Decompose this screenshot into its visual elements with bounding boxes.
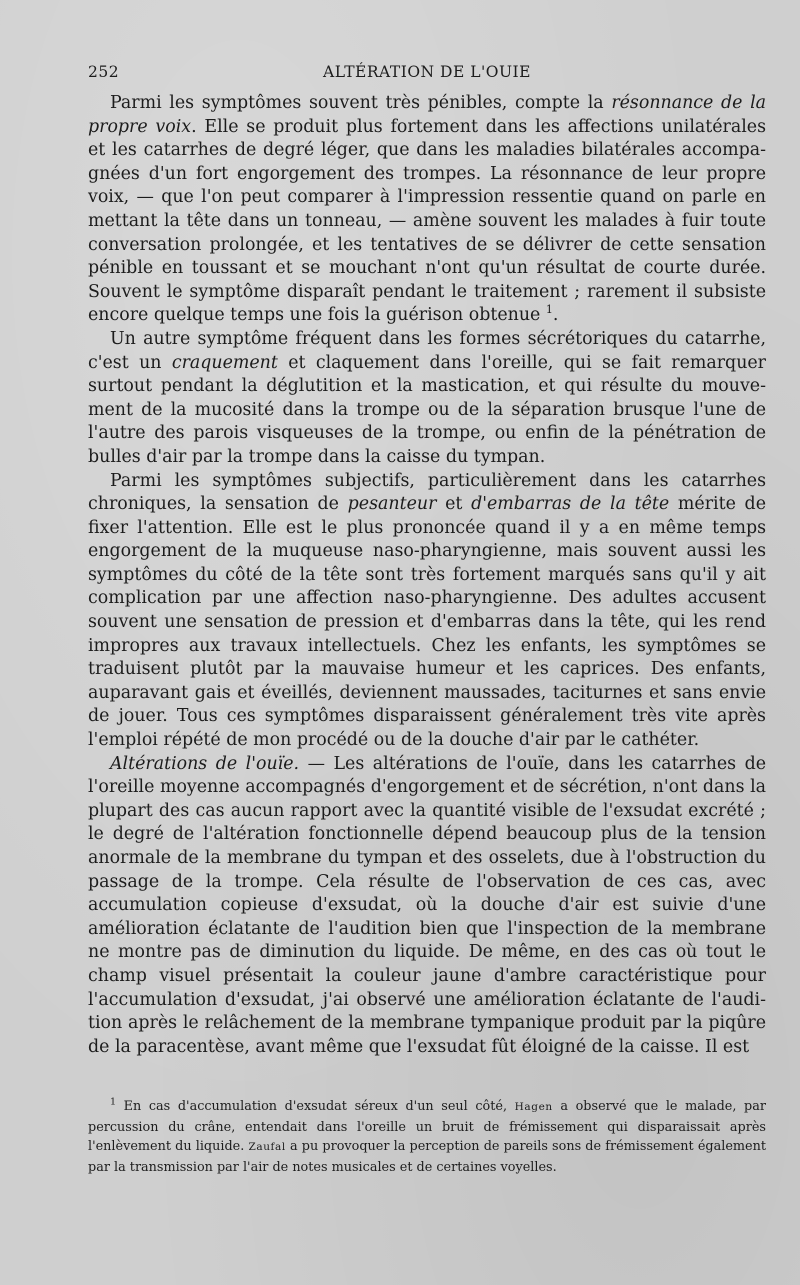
section-heading-italic: Altérations de l'ouïe. (110, 753, 300, 774)
italic-term: craquement (171, 352, 278, 373)
text-run: . Elle se produit plus fortement dans les affections unilatérales et les catarrhes de degré léger, que dans les maladies bilatérales accompagnées d'un fort engorgement des trompes. La résonnance de leur propre voix, — que l'on peut comparer à l'impression ressentie quand on parle en mettant la tête dans un tonneau, — amène souvent les malades à fuir toute conversation prolongée, et les tentatives de se délivrer de cette sensation pénible en toussant et se mouchant n'ont qu'un résultat de courte durée. Souvent le symptôme disparaît pendant le traitement ; rarement il subsiste encore quelque temps une fois la guérison obtenue (88, 116, 766, 326)
text-run: et claquement dans l'oreille, qui se fait remarquer surtout pendant la déglutition et la mastication, et qui résulte du mouvement de la mucosité dans la trompe ou de la séparation brusque l'une de l'autre des parois visqueuses de la trompe, ou enfin de la pénétration de bulles d'air par la trompe dans la caisse du tympan. (88, 352, 766, 467)
text-run: a observé que le malade, par percussion du crâne, entendait dans l'oreille un bruit de frémissement qui disparaissait après l'enlèvement du liquide. (88, 1099, 766, 1155)
main-text (88, 92, 766, 1059)
footnote-1 (88, 1097, 766, 1177)
text-run: — Les altérations de l'ouïe, dans les catarrhes de l'oreille moyenne accompagnés d'engorgement et de sécrétion, n'ont dans la plupart des cas aucun rapport avec la quantité visible de l'exsudat excrété ; le degré de l'altération fonctionnelle dépend beaucoup plus de la tension anormale de la membrane du tympan et des osselets, due à l'obstruction du passage de la trompe. Cela résulte de l'observation de ces cas, avec accumulation copieuse d'exsudat, où la douche d'air est suivie d'une amélioration éclatante de l'audition bien que l'inspection de la membrane ne montre pas de diminution du liquide. De même, en des cas où tout le champ visuel présentait la couleur jaune d'ambre caractéristique pour l'accumulation d'exsudat, j'ai observé une amélioration éclatante de l'audition après le relâchement de la membrane tympanique produit par la piqûre de la paracentèse, avant même que l'exsudat fût éloigné de la caisse. Il est (88, 753, 766, 1057)
text-run: . (552, 305, 559, 326)
author-name: Hagen (514, 1101, 553, 1113)
italic-term: d'embarras de la tête (471, 494, 670, 515)
author-name: Zaufal (248, 1141, 286, 1154)
paragraph-resonance (88, 92, 766, 328)
text-run: Parmi les symptômes subjectifs, particulièrement dans les catarrhes chroniques, la sensation de (88, 470, 766, 515)
footnote-mark: 1 (110, 1096, 117, 1108)
text-run: a pu provoquer la perception de pareils sons de frémissement également par la transmission par l'air de notes musicales et de certaines voyelles. (88, 1139, 767, 1175)
chapter-title: ALTÉRATION DE L'OUIE (323, 63, 531, 81)
text-run: Un autre symptôme fréquent dans les formes sécrétoriques du catarrhe, c'est un (88, 328, 766, 373)
text-run: mérite de fixer l'attention. Elle est le plus prononcée quand il y a en même temps engorgement de la muqueuse naso-pharyngienne, mais souvent aussi les symptômes du côté de la tête sont très fortement marqués sans qu'il y ait complication par une affection naso-pharyngienne. Des adultes accusent souvent une sensation de pression et d'embarras dans la tête, qui les rend impropres aux travaux intellectuels. Chez les enfants, les symptômes se traduisent plutôt par la mauvaise humeur et les caprices. Des enfants, auparavant gais et éveillés, deviennent maussades, taciturnes et sans envie de jouer. Tous ces symptômes disparaissent généralement très vite après l'emploi répété de mon procédé ou de la douche d'air par le cathéter. (88, 494, 766, 751)
page-number: 252 (88, 63, 120, 81)
text-run: Parmi les symptômes souvent très pénibles, compte la (110, 93, 612, 113)
paragraph-hearing-alterations (88, 753, 766, 1060)
paragraph-craquement (88, 328, 766, 470)
text-run: En cas d'accumulation d'exsudat séreux d'un seul côté, (116, 1099, 515, 1114)
running-head (88, 63, 766, 87)
paragraph-subjective-symptoms (88, 470, 766, 753)
italic-term: pesanteur (347, 494, 437, 515)
text-run: et (436, 494, 472, 515)
footnotes (88, 1097, 766, 1177)
italic-term: résonnance de la propre voix (88, 93, 766, 137)
footnote-reference: 1 (545, 303, 553, 317)
